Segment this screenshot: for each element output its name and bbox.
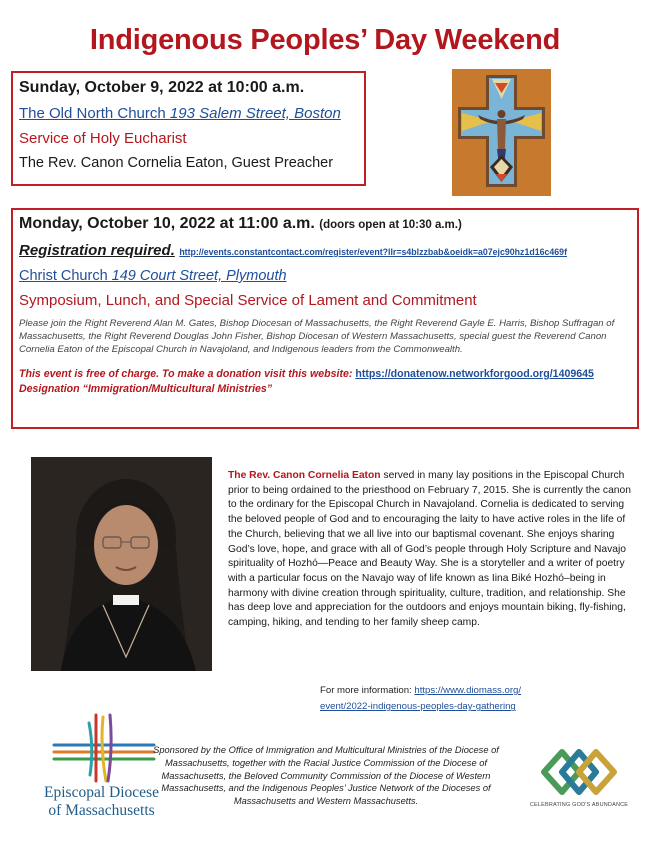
registration-line [19, 242, 631, 260]
monday-service: Symposium, Lunch, and Special Service of Lament and Commitment [19, 292, 477, 309]
sunday-location-address: 193 Salem Street, Boston [169, 105, 341, 122]
donation-info [19, 367, 631, 398]
sunday-location-name: The Old North Church [19, 105, 170, 122]
registration-link[interactable]: http://events.constantcontact.com/register/event?llr=s4blzzbab&oeidk=a07ejc90hz1d16c469f [179, 247, 568, 257]
monday-location-name: Christ Church [19, 268, 112, 284]
registration-label: Registration required. [19, 242, 175, 259]
monday-location-address: 149 Court Street, Plymouth [111, 268, 287, 284]
monday-date-line [19, 215, 631, 233]
bio-name: The Rev. Canon Cornelia Eaton [228, 470, 381, 481]
free-text: This event is free of charge. To make a donation visit this website: [19, 367, 356, 380]
monday-description: Please join the Right Reverend Alan M. Gates, Bishop Diocesan of Massachusetts, the Right Reverend Gayle E. Harris, Bishop Suffragan of Massachusetts, the Right Reverend Douglas John Fisher, Bishop Diocesan of Western Massachusetts, special guest the Reverend Canon Cornelia Eaton of the Episcopal Church in Navajoland, and Indigenous leaders from the Commonwealth. [19, 318, 615, 355]
cornelia-eaton-photo [31, 457, 212, 671]
bio-text: served in many lay positions in the Episcopal Church prior to being ordained to the priesthood on February 7, 2015. She is currently the canon to the ordinary for the Episcopal Church in Navajoland. Cornelia is dedicated to serving the beloved people of God and to encouraging the laity to have active roles in the life of the Church, believing that we all live into our baptismal covenant. She enjoys sharing God’s love, hope, and grace with all of God’s people through Holy Scripture and Navajo spirituality of Hozhó—Peace and Beauty Way. She is a storyteller and a writer of poetry with a particular focus on the Navajo way of life known as Iina Biké Hozhó–being in harmony with divine creation through spirituality, culture, tradition, and relationship. She has deep love and appreciation for the outdoors and enjoys mountain biking, fly-fishing, camping, hiking, and tending to her family sheep camp. [228, 470, 631, 629]
navajo-cross-image [452, 69, 551, 196]
bio-paragraph [228, 469, 633, 631]
more-info-link-2[interactable]: event/2022-indigenous-peoples-day-gathering [320, 701, 516, 713]
page-title: Indigenous Peoples’ Day Weekend [89, 24, 561, 56]
monday-date: Monday, October 10, 2022 at 11:00 a.m. [19, 215, 315, 232]
doors-open: (doors open at 10:30 a.m.) [319, 219, 462, 231]
knot-caption: CELEBRATING GOD'S ABUNDANCE [529, 802, 629, 808]
more-info-label: For more information: [320, 685, 415, 696]
sunday-event-box [11, 71, 366, 186]
sunday-location-link[interactable] [19, 105, 358, 122]
donation-link[interactable]: https://donatenow.networkforgood.org/1409645 [355, 367, 594, 380]
monday-event-box [11, 208, 639, 429]
more-info [320, 683, 521, 716]
logo-line-2: of Massachusetts [48, 802, 155, 820]
sponsor-statement: Sponsored by the Office of Immigration and Multicultural Ministries of the Diocese of Massachusetts, together with the Racial Justice Commission of the Diocese of Massachusetts, the Beloved Community Commission of the Diocese of Western Massachusetts, and the Indigenous Peoples’ Justice Network of the Dioceses of Massachusetts and Western Massachusetts. [153, 745, 499, 807]
celebrating-abundance-logo [536, 738, 622, 806]
sunday-preacher: The Rev. Canon Cornelia Eaton, Guest Preacher [19, 155, 334, 171]
designation: Designation “Immigration/Multicultural Ministries” [19, 383, 273, 396]
more-info-link-1[interactable]: https://www.diomass.org/ [414, 685, 522, 696]
monday-location-link[interactable] [19, 268, 631, 284]
sunday-service: Service of Holy Eucharist [19, 130, 187, 147]
logo-line-1: Episcopal Diocese [44, 784, 159, 801]
sunday-date: Sunday, October 9, 2022 at 10:00 a.m. [19, 79, 305, 96]
